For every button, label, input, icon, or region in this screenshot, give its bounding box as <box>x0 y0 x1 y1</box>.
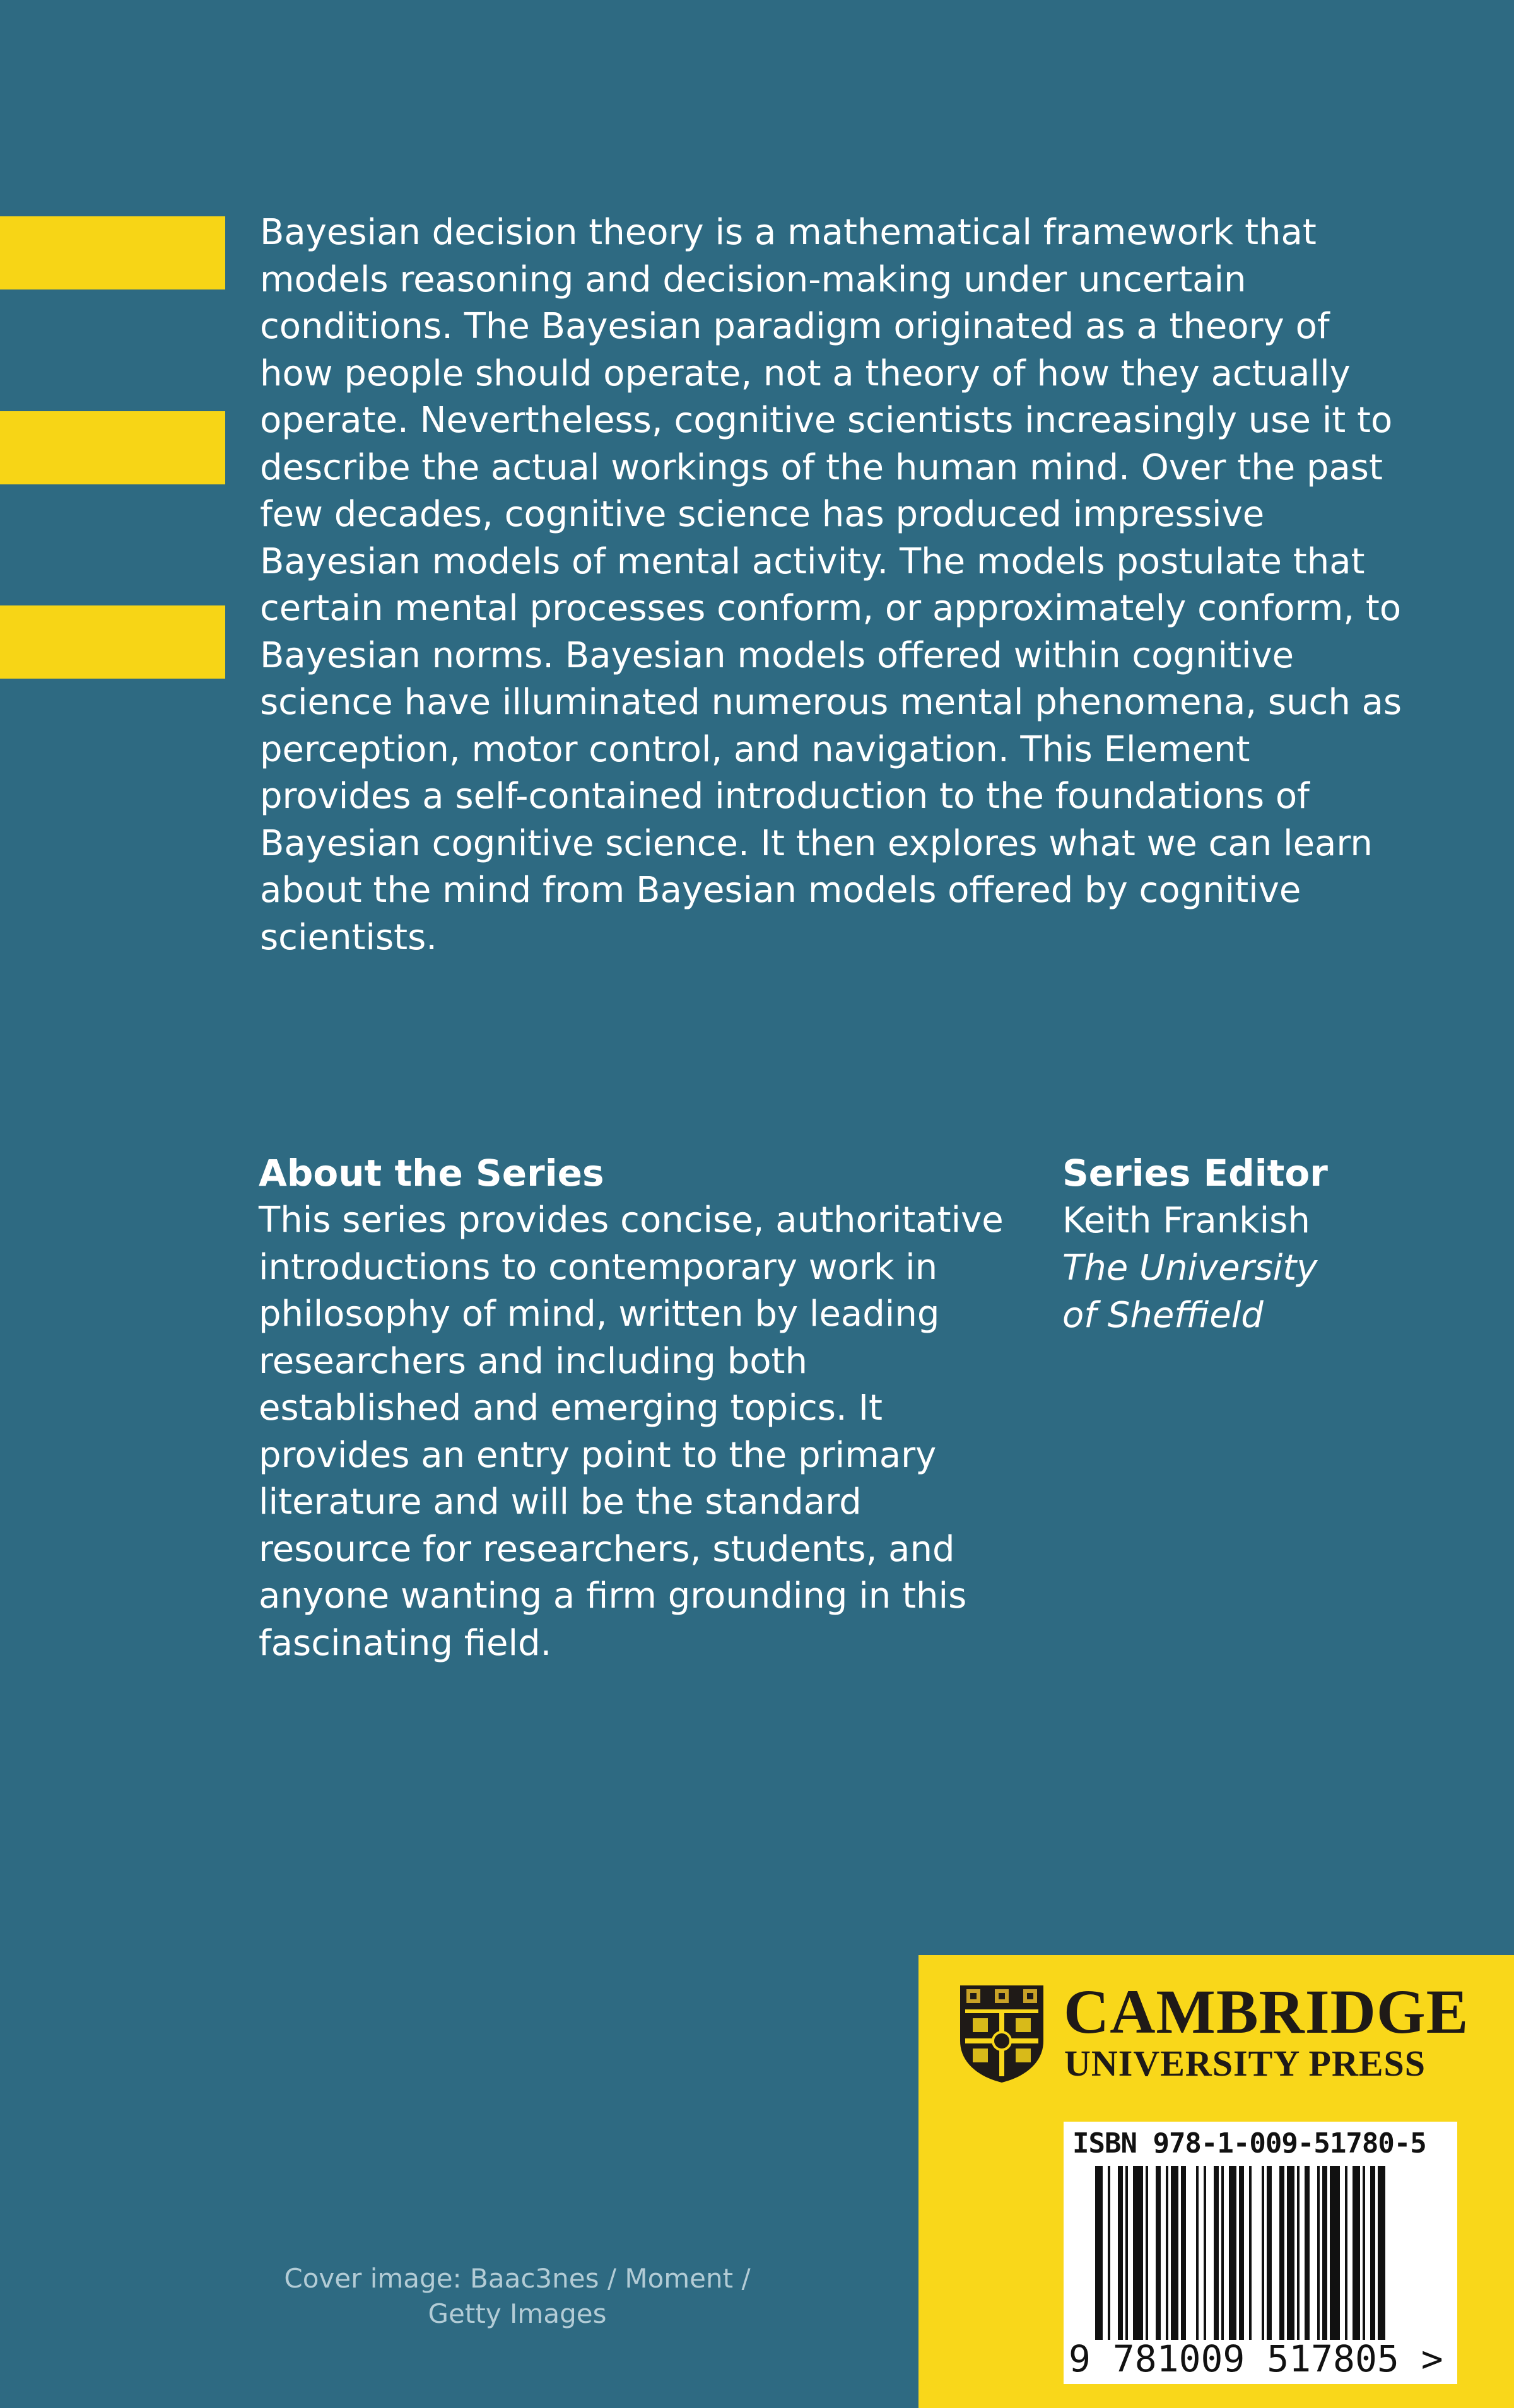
series-editor-name: Keith Frankish <box>1062 1200 1310 1241</box>
barcode-bars <box>1072 2166 1448 2340</box>
isbn-label: ISBN 978-1-009-51780-5 <box>1072 2127 1426 2160</box>
publisher-subname: UNIVERSITY PRESS <box>1064 2043 1426 2084</box>
yellow-stripe-bottom <box>0 605 225 679</box>
isbn-barcode <box>1064 2122 1457 2384</box>
about-series-section <box>259 1149 1041 1667</box>
series-editor-affiliation: The University of Sheffield <box>1062 1248 1318 1336</box>
barcode-digits: 9 781009 517805 > <box>1069 2337 1443 2380</box>
yellow-stripe-top <box>0 216 225 289</box>
book-blurb: Bayesian decision theory is a mathematical framework that models reasoning and decision-making under uncertain conditions. The Bayesian paradigm originated as a theory of how people should operate, not a theory of how they actually operate. Nevertheless, cognitive scientists increasingly use it to describe the actual workings of the human mind. Over the past few decades, cognitive science has produced impressive Bayesian models of mental activity. The models postulate that certain mental processes conform, or approximately conform, to Bayesian norms. Bayesian models offered within cognitive science have illuminated numerous mental phenomena, such as perception, motor control, and navigation. This Element provides a self-contained introduction to the foundations of Bayesian cognitive science. It then explores what we can learn about the mind from Bayesian models offered by cognitive scientists. <box>260 212 1402 958</box>
series-editor-heading: Series Editor <box>1062 1152 1328 1195</box>
about-series-heading: About the Series <box>259 1152 604 1195</box>
yellow-stripe-middle <box>0 411 225 484</box>
cover-image-credit: Cover image: Baac3nes / Moment / Getty Images <box>284 2263 751 2329</box>
publisher-panel <box>918 1955 1514 2408</box>
about-series-text: This series provides concise, authoritative introductions to contemporary work in philosophy of mind, written by leading researchers and including both established and emerging topics. It provides an entry point to the primary literature and will be the standard resource for researchers, students, and anyone wanting a firm grounding in this fascinating field. <box>259 1200 1004 1664</box>
cambridge-crest-icon <box>958 1983 1046 2084</box>
publisher-name: CAMBRIDGE <box>1064 1977 1469 2047</box>
series-editor-section <box>1062 1149 1441 1339</box>
